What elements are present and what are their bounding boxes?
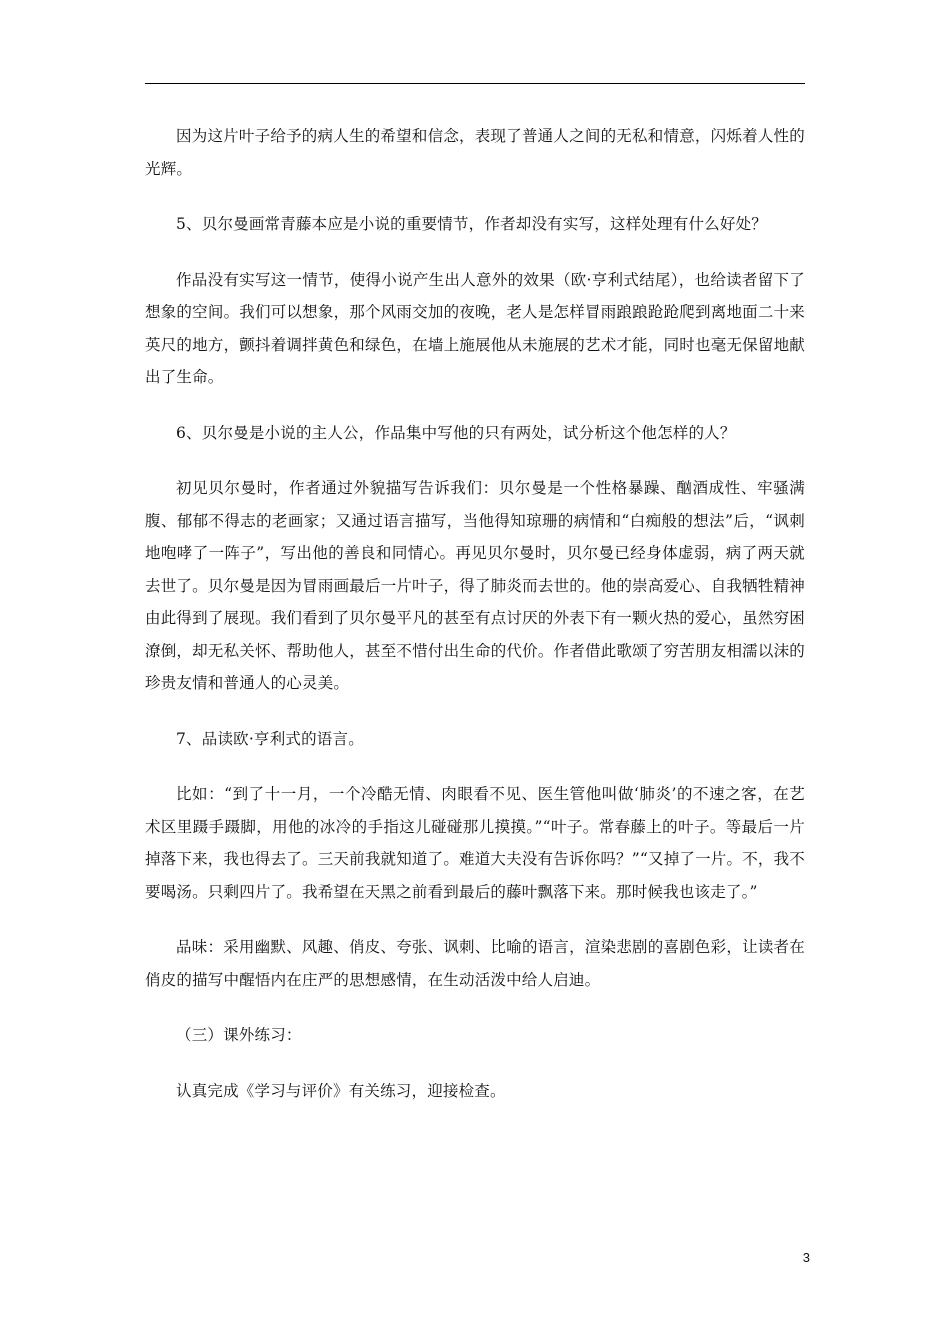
answer-5: 作品没有实写这一情节，使得小说产生出人意外的效果（欧·亨利式结尾），也给读者留下了想象的空间。我们可以想象，那个风雨交加的夜晚，老人是怎样冒雨踉踉跄跄爬到离地面二十来英尺的地方，颤抖着调拌黄色和绿色，在墙上施展他从未施展的艺术才能，同时也毫无保留地献出了生命。 [145,270,805,386]
question-7: 7、品读欧·亨利式的语言。 [176,729,364,748]
answer-6: 初见贝尔曼时，作者通过外貌描写告诉我们：贝尔曼是一个性格暴躁、酗酒成性、牢骚满腹、郁郁不得志的老画家；又通过语言描写，当他得知琼珊的病情和“白痴般的想法”后，“讽刺地咆哮了一阵子”，写出他的善良和同情心。再见贝尔曼时，贝尔曼已经身体虚弱，病了两天就去世了。贝尔曼是因为冒雨画最后一片叶子，得了肺炎而去世的。他的崇高爱心、自我牺牲精神由此得到了展现。我们看到了贝尔曼平凡的甚至有点讨厌的外表下有一颗火热的爱心，虽然穷困潦倒，却无私关怀、帮助他人，甚至不惜付出生命的代价。作者借此歌颂了穷苦朋友相濡以沫的珍贵友情和普通人的心灵美。 [145,479,805,692]
header-rule [145,83,805,84]
paragraph-leaf-meaning: 因为这片叶子给予的病人生的希望和信念，表现了普通人之间的无私和情意，闪烁着人性的光辉。 [145,127,805,178]
question-6: 6、贝尔曼是小说的主人公，作品集中写他的只有两处，试分析这个他怎样的人？ [176,423,736,442]
quote-examples: 比如：“到了十一月，一个冷酷无情、肉眼看不见、医生管他叫做‘肺炎’的不速之客，在艺术区里蹑手蹑脚，用他的冰冷的手指这儿碰碰那儿摸摸。”“叶子。常春藤上的叶子。等最后一片掉落下来，我也得去了。三天前我就知道了。难道大夫没有告诉你吗？”“又掉了一片。不，我不要喝汤。只剩四片了。我希望在天黑之前看到最后的藤叶飘落下来。那时候我也该走了。” [145,785,805,901]
homework-instruction: 认真完成《学习与评价》有关练习，迎接检查。 [176,1081,506,1100]
section-heading-homework: （三）课外练习： [176,1026,302,1044]
page-body [145,120,805,1130]
appreciation: 品味：采用幽默、风趣、俏皮、夸张、讽刺、比喻的语言，渲染悲剧的喜剧色彩，让读者在俏皮的描写中醒悟内在庄严的思想感情，在生动活泼中给人启迪。 [145,938,805,989]
page-number: 3 [802,1250,810,1265]
question-5: 5、贝尔曼画常青藤本应是小说的重要情节，作者却没有实写，这样处理有什么好处？ [176,215,767,233]
